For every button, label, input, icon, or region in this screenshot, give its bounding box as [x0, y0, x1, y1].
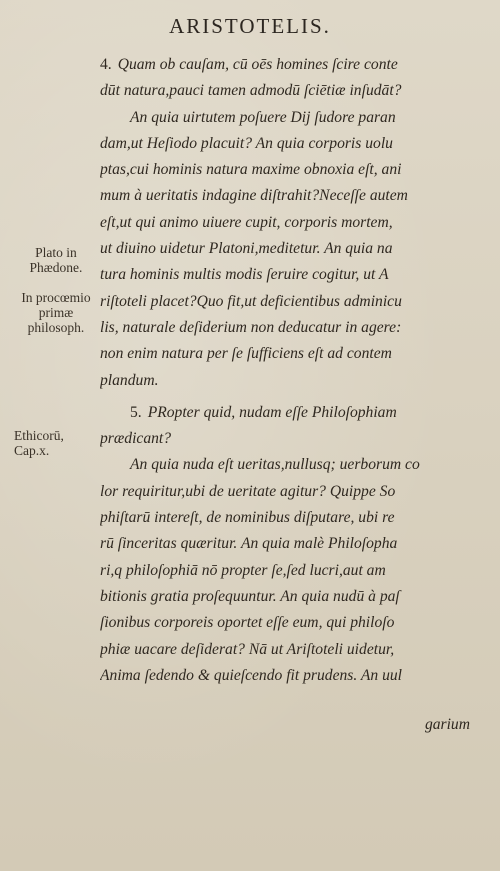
- text-line: phiſtarū intereſt, de nominibus diſputare, ubi re: [100, 509, 395, 527]
- text-line: 4. Quam ob cauſam, cū oēs homines ſcire conte: [100, 56, 398, 73]
- running-header: ARISTOTELIS.: [169, 14, 331, 38]
- text-line: lis, naturale deſiderium non deducatur in agere:: [100, 318, 402, 336]
- text-line: ptas,cui hominis natura maxime obnoxia eſt, ani: [100, 161, 402, 179]
- text-line: Anima ſedendo & quieſcendo fit prudens. An uul: [100, 666, 403, 684]
- section-number: 5.: [130, 403, 142, 421]
- margin-note-ethicorum: Ethicorū, Cap.x.: [14, 428, 64, 458]
- text-line: mum à ueritatis indagine diſtrahit?Neceſſe autem: [100, 187, 408, 205]
- margin-note-plato: Plato in Phædone.: [29, 245, 83, 275]
- text-line: ſionibus corporeis oportet eſſe eum, qui philoſo: [100, 614, 395, 632]
- text-line: bitionis gratia proſequuntur. An quia nudū à paſ: [100, 587, 400, 605]
- body-text: [100, 52, 484, 689]
- catchword: garium: [424, 716, 470, 733]
- text-line: prædicant?: [100, 430, 172, 448]
- text-line: An quia uirtutem poſuere Dij ſudore paran: [130, 108, 396, 126]
- text-line: plandum.: [100, 371, 159, 389]
- text-line: 5. PRopter quid, nudam eſſe Philoſophiam: [130, 403, 397, 421]
- text-line: ri,q philoſophiā nō propter ſe,ſed lucri,aut am: [100, 561, 386, 579]
- text-line: lor requiritur,ubi de ueritate agitur? Quippe So: [100, 482, 396, 500]
- text-line: non enim natura per ſe ſufficiens eſt ad contem: [100, 345, 392, 363]
- section-number: 4.: [100, 56, 112, 73]
- margin-note-procemio: In procœmio primæ philosoph.: [21, 290, 91, 335]
- text-line: tura hominis multis modis ſeruire cogitur, ut A: [100, 266, 389, 284]
- text-line: riſtoteli placet?Quo fit,ut deficientibus adminicu: [100, 292, 402, 310]
- text-line: An quia nuda eſt ueritas,nullusq; uerborum co: [130, 456, 420, 474]
- text-line: dam,ut Heſiodo placuit? An quia corporis uolu: [100, 134, 393, 152]
- text-line: phiæ uacare deſiderat? Nā ut Ariſtoteli uidetur,: [100, 640, 395, 658]
- text-line: rū ſinceritas quæritur. An quia malè Philoſopha: [100, 535, 398, 553]
- text-line: eſt,ut qui animo uiuere cupit, corporis mortem,: [100, 213, 393, 231]
- text-line: dūt natura,pauci tamen admodū ſciētiæ inſudāt?: [100, 82, 402, 100]
- text-line: ut diuino uidetur Platoni,meditetur. An quia na: [100, 240, 393, 258]
